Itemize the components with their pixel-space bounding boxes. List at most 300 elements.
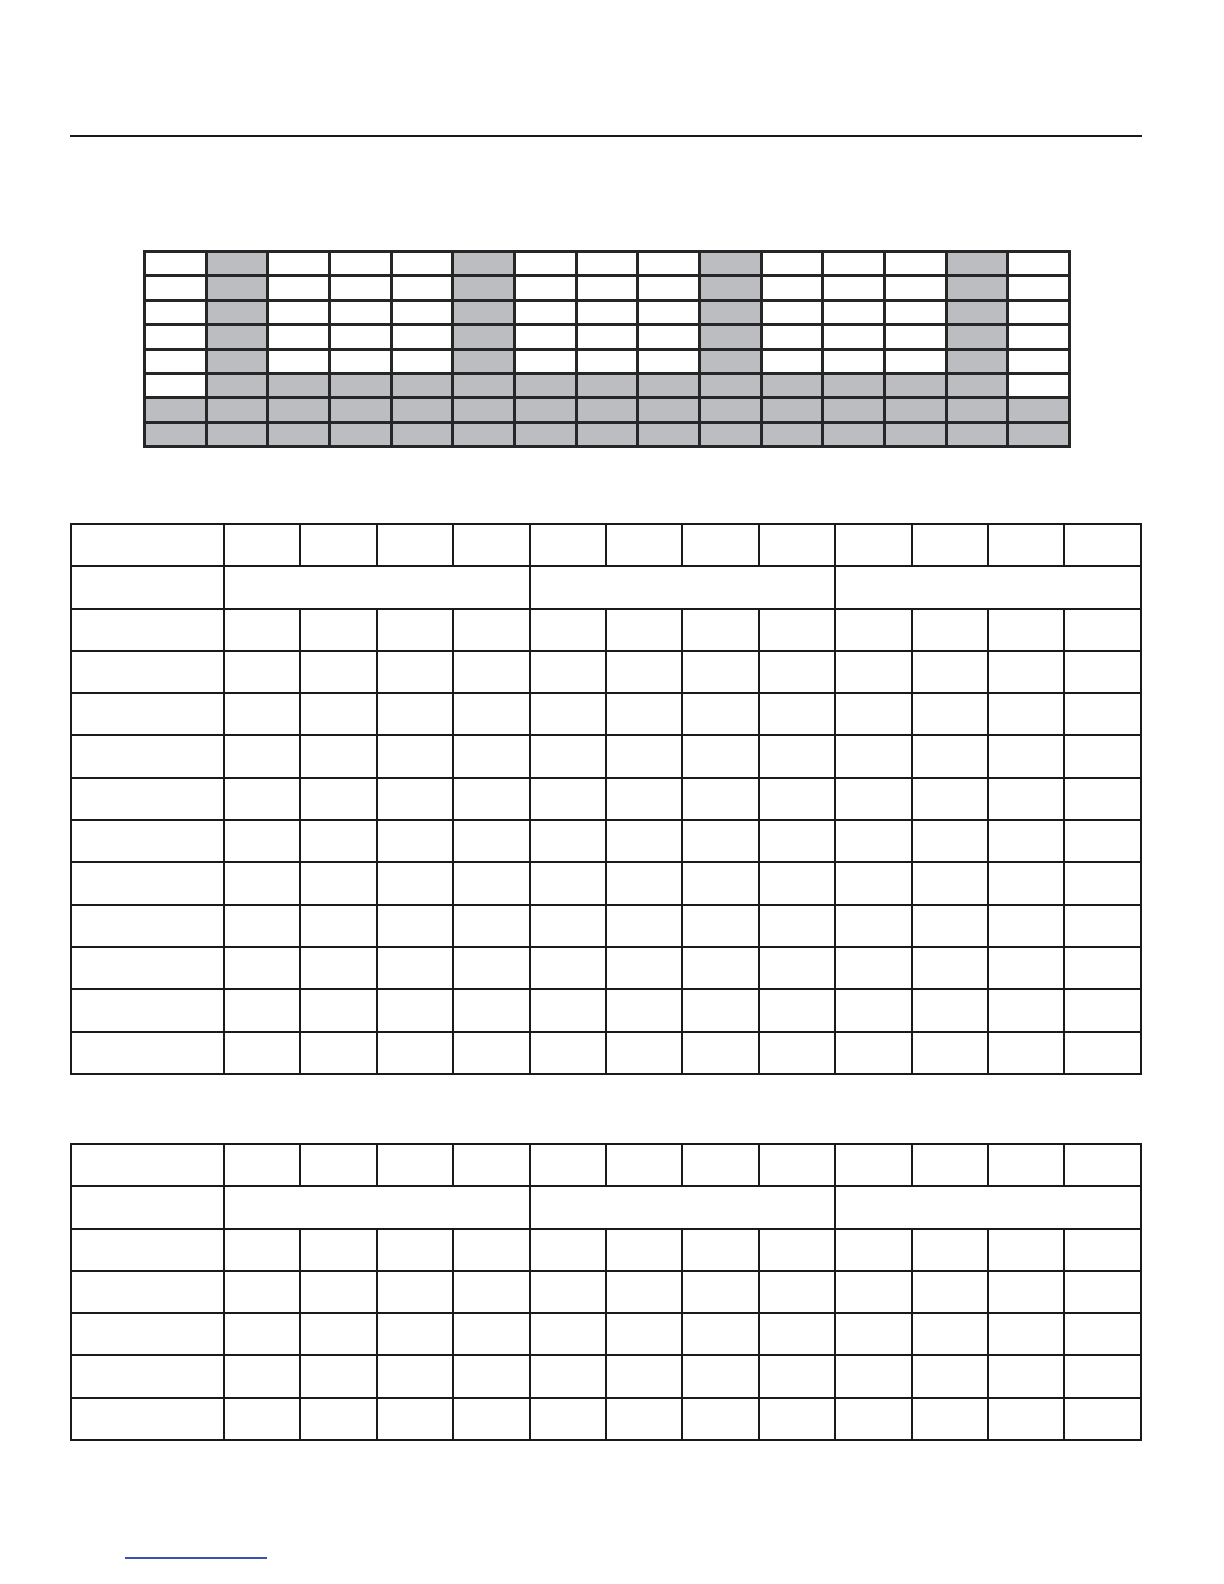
entry-cell[interactable] [1064, 820, 1141, 862]
entry-cell[interactable] [988, 609, 1064, 651]
entry-cell[interactable] [300, 1229, 376, 1271]
row-label-cell[interactable] [71, 1032, 224, 1074]
entry-cell[interactable] [682, 820, 758, 862]
entry-cell[interactable] [377, 778, 453, 820]
table-row [71, 1271, 1141, 1313]
entry-cell[interactable] [453, 989, 529, 1031]
shaded-grid-cell [576, 398, 638, 422]
entry-cell[interactable] [759, 778, 835, 820]
entry-cell[interactable] [682, 778, 758, 820]
row-label-cell[interactable] [71, 651, 224, 693]
entry-cell[interactable] [453, 862, 529, 904]
row-label-cell[interactable] [71, 524, 224, 566]
shaded-grid-cell [1008, 300, 1070, 324]
entry-cell[interactable] [224, 947, 300, 989]
entry-cell[interactable] [300, 1032, 376, 1074]
shaded-grid-cell [946, 398, 1008, 422]
entry-cell[interactable] [988, 1355, 1064, 1397]
table-row [71, 862, 1141, 904]
row-label-cell[interactable] [71, 566, 224, 608]
entry-cell[interactable] [912, 1144, 988, 1186]
entry-cell[interactable] [835, 862, 911, 904]
entry-cell[interactable] [912, 989, 988, 1031]
table-row [71, 735, 1141, 777]
entry-cell[interactable] [453, 905, 529, 947]
entry-cell[interactable] [453, 524, 529, 566]
entry-cell[interactable] [606, 1271, 682, 1313]
row-label-cell[interactable] [71, 609, 224, 651]
entry-cell[interactable] [759, 609, 835, 651]
entry-cell[interactable] [224, 1032, 300, 1074]
entry-cell[interactable] [912, 1032, 988, 1074]
entry-cell[interactable] [530, 989, 606, 1031]
entry-cell[interactable] [1064, 1355, 1141, 1397]
entry-cell[interactable] [682, 651, 758, 693]
entry-cell[interactable] [224, 778, 300, 820]
entry-cell[interactable] [988, 1313, 1064, 1355]
entry-cell[interactable] [530, 947, 606, 989]
entry-cell[interactable] [453, 735, 529, 777]
shaded-grid-cell [884, 373, 946, 397]
shaded-grid-cell [453, 422, 515, 446]
shaded-grid-cell [576, 325, 638, 349]
entry-cell[interactable] [835, 609, 911, 651]
entry-cell[interactable] [377, 524, 453, 566]
entry-cell[interactable] [988, 1229, 1064, 1271]
entry-cell[interactable] [912, 609, 988, 651]
shaded-grid-cell [206, 252, 268, 276]
entry-cell[interactable] [224, 1271, 300, 1313]
entry-cell[interactable] [377, 947, 453, 989]
entry-cell[interactable] [453, 778, 529, 820]
entry-cell[interactable] [453, 1355, 529, 1397]
entry-cell[interactable] [988, 862, 1064, 904]
entry-cell[interactable] [606, 1144, 682, 1186]
entry-cell[interactable] [759, 1032, 835, 1074]
entry-cell[interactable] [453, 609, 529, 651]
entry-cell[interactable] [224, 1398, 300, 1440]
entry-cell[interactable] [759, 1144, 835, 1186]
group-header-cell[interactable] [224, 1186, 530, 1228]
row-label-cell[interactable] [71, 693, 224, 735]
entry-cell[interactable] [606, 1355, 682, 1397]
shaded-grid-cell [1008, 373, 1070, 397]
entry-cell[interactable] [912, 905, 988, 947]
entry-cell[interactable] [377, 1271, 453, 1313]
entry-cell[interactable] [912, 735, 988, 777]
entry-cell[interactable] [682, 1355, 758, 1397]
shaded-grid-cell [638, 422, 700, 446]
shaded-grid-row [145, 325, 1070, 349]
row-label-cell[interactable] [71, 1271, 224, 1313]
shaded-grid-cell [884, 398, 946, 422]
entry-cell[interactable] [300, 609, 376, 651]
row-label-cell[interactable] [71, 778, 224, 820]
entry-cell[interactable] [453, 693, 529, 735]
shaded-grid-cell [761, 422, 823, 446]
entry-cell[interactable] [300, 778, 376, 820]
shaded-grid-cell [1008, 325, 1070, 349]
entry-cell[interactable] [224, 820, 300, 862]
entry-cell[interactable] [453, 1398, 529, 1440]
entry-cell[interactable] [530, 1355, 606, 1397]
entry-cell[interactable] [759, 1355, 835, 1397]
entry-cell[interactable] [453, 1032, 529, 1074]
entry-cell[interactable] [606, 778, 682, 820]
entry-cell[interactable] [835, 1032, 911, 1074]
entry-cell[interactable] [988, 651, 1064, 693]
entry-cell[interactable] [912, 1271, 988, 1313]
shaded-grid-cell [514, 325, 576, 349]
entry-cell[interactable] [530, 1271, 606, 1313]
entry-cell[interactable] [300, 693, 376, 735]
entry-cell[interactable] [453, 820, 529, 862]
entry-cell[interactable] [682, 1271, 758, 1313]
shaded-grid-cell [391, 276, 453, 300]
entry-cell[interactable] [530, 651, 606, 693]
entry-cell[interactable] [835, 905, 911, 947]
entry-cell[interactable] [1064, 1032, 1141, 1074]
entry-cell[interactable] [1064, 651, 1141, 693]
shaded-grid-cell [268, 300, 330, 324]
entry-cell[interactable] [1064, 947, 1141, 989]
entry-cell[interactable] [530, 1229, 606, 1271]
entry-cell[interactable] [835, 820, 911, 862]
entry-cell[interactable] [224, 1229, 300, 1271]
entry-cell[interactable] [224, 609, 300, 651]
shaded-grid-cell [329, 276, 391, 300]
row-label-cell[interactable] [71, 1229, 224, 1271]
entry-cell[interactable] [530, 778, 606, 820]
entry-cell[interactable] [377, 1032, 453, 1074]
entry-cell[interactable] [453, 1229, 529, 1271]
entry-cell[interactable] [530, 905, 606, 947]
entry-cell[interactable] [759, 1398, 835, 1440]
entry-cell[interactable] [530, 1313, 606, 1355]
entry-cell[interactable] [759, 1271, 835, 1313]
entry-cell[interactable] [912, 651, 988, 693]
shaded-grid-cell [638, 252, 700, 276]
entry-cell[interactable] [912, 1229, 988, 1271]
shaded-grid-cell [946, 422, 1008, 446]
entry-cell[interactable] [682, 524, 758, 566]
entry-cell[interactable] [606, 1398, 682, 1440]
entry-cell[interactable] [606, 651, 682, 693]
table-row [71, 989, 1141, 1031]
entry-cell[interactable] [912, 1355, 988, 1397]
entry-cell[interactable] [759, 1229, 835, 1271]
shaded-grid-cell [206, 398, 268, 422]
entry-cell[interactable] [606, 820, 682, 862]
table-row [71, 1229, 1141, 1271]
shaded-grid-cell [206, 349, 268, 373]
shaded-grid-cell [638, 300, 700, 324]
entry-cell[interactable] [835, 651, 911, 693]
entry-cell[interactable] [453, 651, 529, 693]
entry-cell[interactable] [530, 609, 606, 651]
entry-cell[interactable] [912, 820, 988, 862]
entry-cell[interactable] [453, 1271, 529, 1313]
form-table-upper [70, 523, 1142, 1075]
table-row [71, 1186, 1141, 1228]
entry-cell[interactable] [759, 735, 835, 777]
entry-cell[interactable] [606, 735, 682, 777]
entry-cell[interactable] [835, 1144, 911, 1186]
entry-cell[interactable] [300, 524, 376, 566]
shaded-grid-cell [206, 373, 268, 397]
entry-cell[interactable] [682, 1229, 758, 1271]
shaded-grid-cell [268, 349, 330, 373]
shaded-grid-cell [514, 373, 576, 397]
entry-cell[interactable] [377, 693, 453, 735]
entry-cell[interactable] [300, 651, 376, 693]
row-label-cell[interactable] [71, 1398, 224, 1440]
entry-cell[interactable] [530, 735, 606, 777]
shaded-grid-cell [453, 349, 515, 373]
entry-cell[interactable] [224, 693, 300, 735]
entry-cell[interactable] [1064, 1144, 1141, 1186]
entry-cell[interactable] [988, 905, 1064, 947]
entry-cell[interactable] [912, 524, 988, 566]
entry-cell[interactable] [835, 1398, 911, 1440]
shaded-grid-cell [884, 300, 946, 324]
entry-cell[interactable] [759, 862, 835, 904]
entry-cell[interactable] [912, 693, 988, 735]
entry-cell[interactable] [759, 989, 835, 1031]
entry-cell[interactable] [224, 1313, 300, 1355]
shaded-grid-cell [391, 398, 453, 422]
entry-cell[interactable] [682, 1032, 758, 1074]
entry-cell[interactable] [606, 905, 682, 947]
entry-cell[interactable] [835, 778, 911, 820]
entry-cell[interactable] [835, 1313, 911, 1355]
entry-cell[interactable] [530, 1144, 606, 1186]
entry-cell[interactable] [912, 947, 988, 989]
entry-cell[interactable] [988, 778, 1064, 820]
entry-cell[interactable] [835, 989, 911, 1031]
entry-cell[interactable] [300, 989, 376, 1031]
entry-cell[interactable] [453, 1313, 529, 1355]
row-label-cell[interactable] [71, 862, 224, 904]
entry-cell[interactable] [988, 820, 1064, 862]
entry-cell[interactable] [682, 1313, 758, 1355]
entry-cell[interactable] [682, 1144, 758, 1186]
entry-cell[interactable] [835, 1229, 911, 1271]
entry-cell[interactable] [606, 1032, 682, 1074]
entry-cell[interactable] [300, 862, 376, 904]
table-row [71, 947, 1141, 989]
shaded-grid-cell [329, 398, 391, 422]
form-table-lower [70, 1143, 1142, 1441]
entry-cell[interactable] [912, 1313, 988, 1355]
entry-cell[interactable] [912, 778, 988, 820]
shaded-grid-cell [1008, 252, 1070, 276]
entry-cell[interactable] [606, 947, 682, 989]
entry-cell[interactable] [912, 1398, 988, 1440]
row-label-cell[interactable] [71, 1186, 224, 1228]
entry-cell[interactable] [1064, 1271, 1141, 1313]
shaded-grid-cell [884, 325, 946, 349]
entry-cell[interactable] [988, 735, 1064, 777]
row-label-cell[interactable] [71, 1355, 224, 1397]
entry-cell[interactable] [377, 989, 453, 1031]
entry-cell[interactable] [1064, 524, 1141, 566]
entry-cell[interactable] [530, 1032, 606, 1074]
entry-cell[interactable] [759, 905, 835, 947]
entry-cell[interactable] [988, 693, 1064, 735]
entry-cell[interactable] [835, 1271, 911, 1313]
entry-cell[interactable] [453, 1144, 529, 1186]
entry-cell[interactable] [377, 609, 453, 651]
entry-cell[interactable] [453, 947, 529, 989]
entry-cell[interactable] [1064, 1229, 1141, 1271]
entry-cell[interactable] [682, 989, 758, 1031]
entry-cell[interactable] [530, 524, 606, 566]
entry-cell[interactable] [988, 1144, 1064, 1186]
shaded-grid-cell [514, 349, 576, 373]
entry-cell[interactable] [759, 524, 835, 566]
entry-cell[interactable] [682, 735, 758, 777]
entry-cell[interactable] [759, 947, 835, 989]
entry-cell[interactable] [1064, 905, 1141, 947]
shaded-grid-cell [329, 252, 391, 276]
row-label-cell[interactable] [71, 989, 224, 1031]
entry-cell[interactable] [1064, 1313, 1141, 1355]
group-header-cell[interactable] [835, 1186, 1141, 1228]
entry-cell[interactable] [1064, 735, 1141, 777]
entry-cell[interactable] [759, 820, 835, 862]
entry-cell[interactable] [377, 1229, 453, 1271]
entry-cell[interactable] [224, 735, 300, 777]
table-row [71, 651, 1141, 693]
entry-cell[interactable] [377, 820, 453, 862]
shaded-grid-row [145, 398, 1070, 422]
entry-cell[interactable] [988, 1032, 1064, 1074]
entry-cell[interactable] [224, 989, 300, 1031]
entry-cell[interactable] [530, 693, 606, 735]
entry-cell[interactable] [1064, 693, 1141, 735]
entry-cell[interactable] [1064, 862, 1141, 904]
entry-cell[interactable] [606, 1313, 682, 1355]
entry-cell[interactable] [224, 1355, 300, 1397]
entry-cell[interactable] [606, 989, 682, 1031]
entry-cell[interactable] [682, 862, 758, 904]
entry-cell[interactable] [224, 524, 300, 566]
entry-cell[interactable] [1064, 609, 1141, 651]
shaded-grid-cell [206, 276, 268, 300]
entry-cell[interactable] [835, 524, 911, 566]
entry-cell[interactable] [988, 947, 1064, 989]
entry-cell[interactable] [988, 1271, 1064, 1313]
entry-cell[interactable] [530, 820, 606, 862]
entry-cell[interactable] [606, 862, 682, 904]
row-label-cell[interactable] [71, 1313, 224, 1355]
entry-cell[interactable] [300, 1313, 376, 1355]
entry-cell[interactable] [835, 693, 911, 735]
entry-cell[interactable] [300, 1398, 376, 1440]
table-row [71, 1355, 1141, 1397]
entry-cell[interactable] [377, 905, 453, 947]
entry-cell[interactable] [224, 862, 300, 904]
entry-cell[interactable] [988, 524, 1064, 566]
entry-cell[interactable] [377, 1313, 453, 1355]
entry-cell[interactable] [606, 524, 682, 566]
row-label-cell[interactable] [71, 735, 224, 777]
entry-cell[interactable] [682, 693, 758, 735]
entry-cell[interactable] [300, 1144, 376, 1186]
entry-cell[interactable] [606, 1229, 682, 1271]
entry-cell[interactable] [224, 1144, 300, 1186]
shaded-grid-cell [761, 373, 823, 397]
entry-cell[interactable] [224, 905, 300, 947]
row-label-cell[interactable] [71, 947, 224, 989]
entry-cell[interactable] [1064, 778, 1141, 820]
entry-cell[interactable] [606, 609, 682, 651]
shaded-grid-cell [946, 300, 1008, 324]
row-label-cell[interactable] [71, 820, 224, 862]
entry-cell[interactable] [682, 1398, 758, 1440]
entry-cell[interactable] [988, 1398, 1064, 1440]
group-header-cell[interactable] [224, 566, 530, 608]
entry-cell[interactable] [682, 609, 758, 651]
entry-cell[interactable] [759, 651, 835, 693]
shaded-grid-cell [453, 300, 515, 324]
row-label-cell[interactable] [71, 1144, 224, 1186]
entry-cell[interactable] [377, 735, 453, 777]
entry-cell[interactable] [759, 1313, 835, 1355]
entry-cell[interactable] [759, 693, 835, 735]
entry-cell[interactable] [300, 905, 376, 947]
group-header-cell[interactable] [835, 566, 1141, 608]
entry-cell[interactable] [300, 1271, 376, 1313]
shaded-grid-cell [453, 325, 515, 349]
entry-cell[interactable] [988, 989, 1064, 1031]
shaded-grid-cell [145, 398, 207, 422]
entry-cell[interactable] [530, 862, 606, 904]
entry-cell[interactable] [606, 693, 682, 735]
group-header-cell[interactable] [530, 1186, 836, 1228]
entry-cell[interactable] [835, 947, 911, 989]
entry-cell[interactable] [377, 651, 453, 693]
entry-cell[interactable] [682, 947, 758, 989]
shaded-grid-cell [268, 325, 330, 349]
entry-cell[interactable] [300, 1355, 376, 1397]
entry-cell[interactable] [377, 1355, 453, 1397]
entry-cell[interactable] [530, 1398, 606, 1440]
shaded-grid-cell [268, 373, 330, 397]
shaded-grid-row [145, 373, 1070, 397]
entry-cell[interactable] [682, 905, 758, 947]
entry-cell[interactable] [377, 1398, 453, 1440]
entry-cell[interactable] [1064, 1398, 1141, 1440]
group-header-cell[interactable] [530, 566, 836, 608]
entry-cell[interactable] [377, 862, 453, 904]
row-label-cell[interactable] [71, 905, 224, 947]
shaded-grid-cell [638, 325, 700, 349]
entry-cell[interactable] [377, 1144, 453, 1186]
entry-cell[interactable] [300, 820, 376, 862]
entry-cell[interactable] [912, 862, 988, 904]
shaded-grid-cell [946, 349, 1008, 373]
entry-cell[interactable] [1064, 989, 1141, 1031]
entry-cell[interactable] [835, 1355, 911, 1397]
entry-cell[interactable] [300, 947, 376, 989]
shaded-grid-cell [884, 422, 946, 446]
entry-cell[interactable] [300, 735, 376, 777]
entry-cell[interactable] [835, 735, 911, 777]
shaded-grid-cell [329, 349, 391, 373]
entry-cell[interactable] [224, 651, 300, 693]
